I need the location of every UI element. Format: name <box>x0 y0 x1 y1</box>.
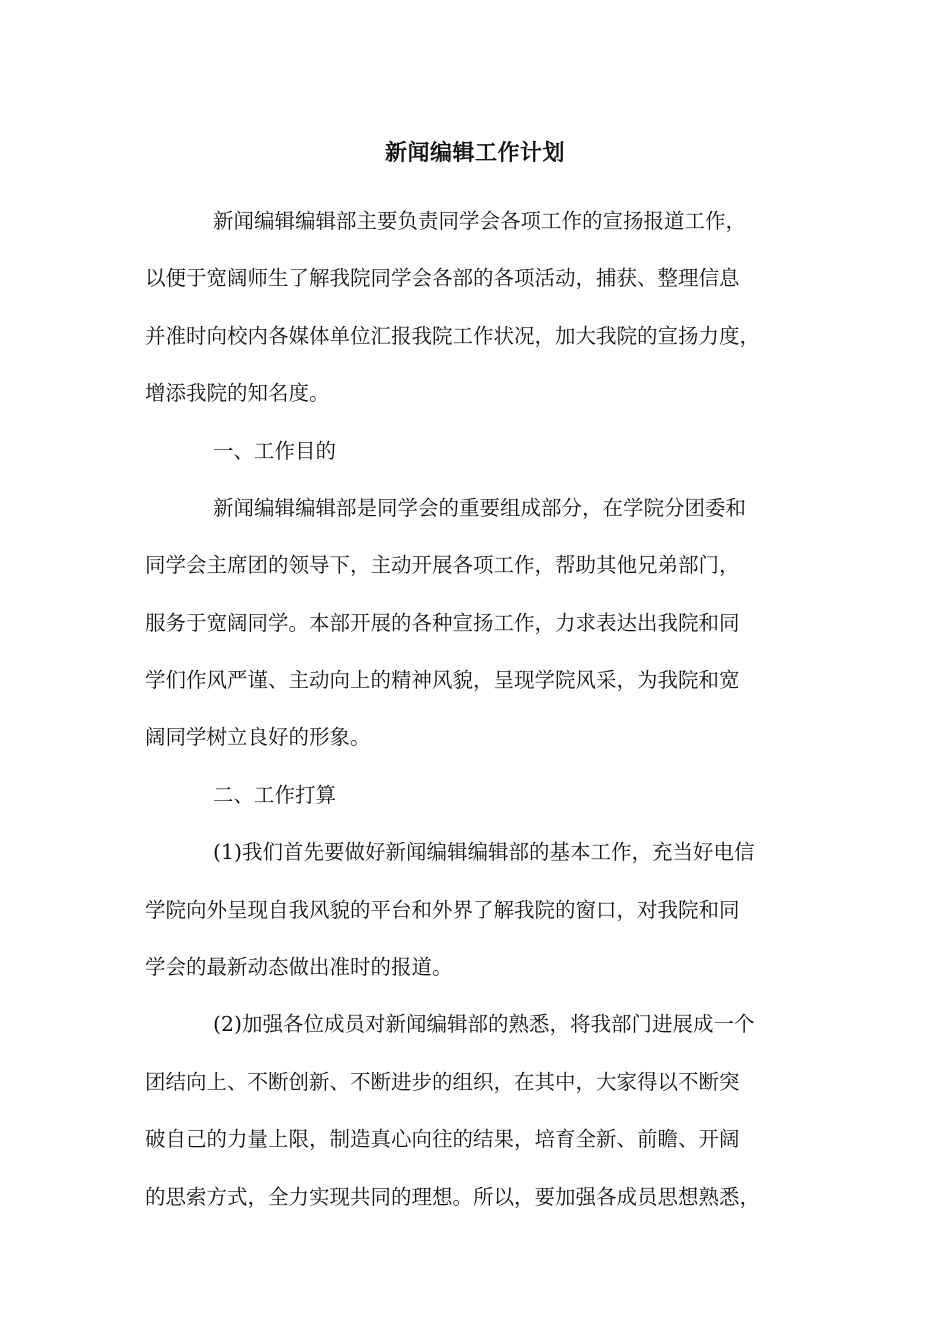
paragraph-line: 团结向上、不断创新、不断进步的组织，在其中，大家得以不断突 <box>145 1070 740 1094</box>
paragraph-line: 的思索方式，全力实现共同的理想。所以，要加强各成员思想熟悉， <box>145 1185 760 1209</box>
paragraph-line: 同学会主席团的领导下，主动开展各项工作，帮助其他兄弟部门， <box>145 553 740 577</box>
paragraph-line: 以便于宽阔师生了解我院同学会各部的各项活动，捕获、整理信息 <box>145 266 740 290</box>
paragraph-line: (2)加强各位成员对新闻编辑部的熟悉，将我部门进展成一个 <box>213 1012 755 1036</box>
paragraph-line: 阔同学树立良好的形象。 <box>145 725 371 749</box>
paragraph-line: 并准时向校内各媒体单位汇报我院工作状况，加大我院的宣扬力度， <box>145 324 760 348</box>
document-title: 新闻编辑工作计划 <box>384 140 565 166</box>
paragraph-line: 学们作风严谨、主动向上的精神风貌，呈现学院风采，为我院和宽 <box>145 668 740 692</box>
section-heading: 一、工作目的 <box>213 439 336 463</box>
paragraph-line: 学院向外呈现自我风貌的平台和外界了解我院的窗口，对我院和同 <box>145 898 740 922</box>
paragraph-line: 新闻编辑编辑部主要负责同学会各项工作的宣扬报道工作， <box>213 209 746 233</box>
section-heading: 二、工作打算 <box>213 783 336 807</box>
paragraph-line: 服务于宽阔同学。本部开展的各种宣扬工作，力求表达出我院和同 <box>145 611 740 635</box>
paragraph-line: (1)我们首先要做好新闻编辑编辑部的基本工作，充当好电信 <box>213 840 755 864</box>
paragraph-line: 增添我院的知名度。 <box>145 381 330 405</box>
paragraph-line: 新闻编辑编辑部是同学会的重要组成部分，在学院分团委和 <box>213 496 746 520</box>
paragraph-line: 破自己的力量上限，制造真心向往的结果，培育全新、前瞻、开阔 <box>145 1127 740 1151</box>
paragraph-line: 学会的最新动态做出准时的报道。 <box>145 955 453 979</box>
